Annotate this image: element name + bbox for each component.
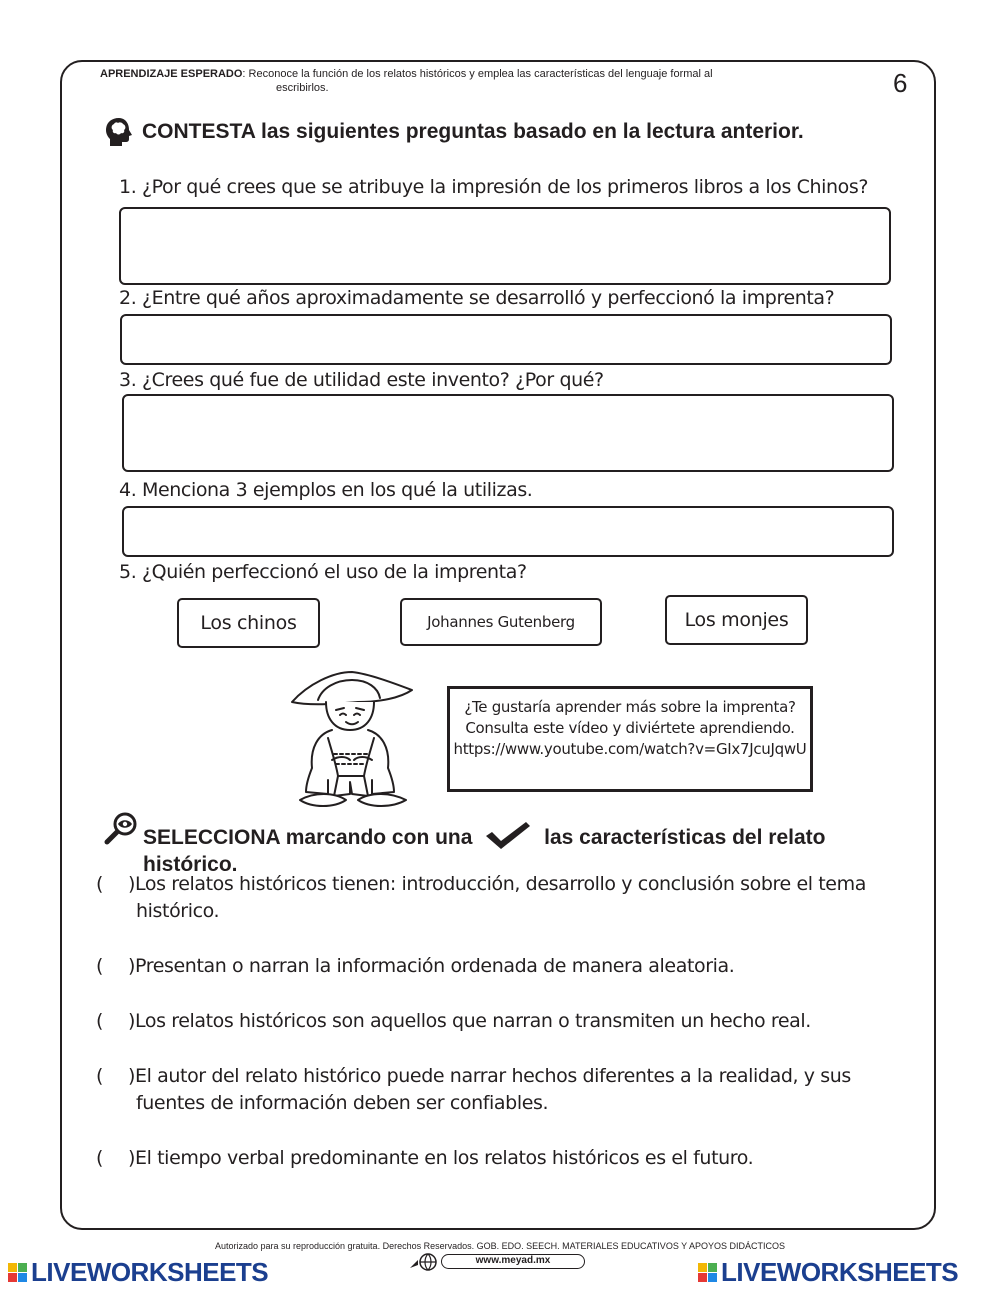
liveworksheets-mark-icon <box>8 1263 27 1282</box>
section-heading-contesta: CONTESTA las siguientes preguntas basado en la lectura anterior. <box>142 120 804 143</box>
globe-cursor-icon <box>408 1252 440 1272</box>
item-text: )Presentan o narran la información ordenada de manera aleatoria. <box>128 955 735 977</box>
answer-input-2[interactable] <box>120 314 892 365</box>
question-2: 2. ¿Entre qué años aproximadamente se desarrolló y perfeccionó la imprenta? <box>119 287 835 309</box>
option-johannes-gutenberg[interactable]: Johannes Gutenberg <box>400 598 602 646</box>
characteristic-item[interactable] <box>96 1145 753 1172</box>
liveworksheets-mark-icon <box>698 1263 717 1282</box>
footer-rights-note: Autorizado para su reproducción gratuita. Derechos Reservados. GOB. EDO. SEECH. MATERIALES EDUCATIVOS Y APOYOS DIDÁCTICOS <box>214 1241 786 1251</box>
learning-objective-text: : Reconoce la función de los relatos históricos y emplea las características del lenguaje formal al <box>242 68 713 80</box>
footer-url[interactable]: www.meyad.mx <box>441 1254 585 1269</box>
answer-input-3[interactable] <box>122 394 894 472</box>
characteristic-item[interactable] <box>96 1063 851 1117</box>
question-4: 4. Menciona 3 ejemplos en los qué la utilizas. <box>119 479 533 501</box>
liveworksheets-logo-right[interactable] <box>698 1257 958 1288</box>
item-text-cont: fuentes de información deben ser confiables. <box>136 1092 549 1114</box>
option-los-chinos[interactable]: Los chinos <box>177 598 320 648</box>
question-1: 1. ¿Por qué crees que se atribuye la impresión de los primeros libros a los Chinos? <box>119 176 869 198</box>
checkbox-parenthesis[interactable]: ( <box>96 955 104 977</box>
video-info-box <box>447 686 813 792</box>
selecciona-text-1: SELECCIONA marcando con una <box>143 826 473 849</box>
item-text: )Los relatos históricos son aquellos que narran o transmiten un hecho real. <box>128 1010 811 1032</box>
characteristic-item[interactable] <box>96 871 866 925</box>
section-heading-selecciona <box>143 820 883 878</box>
info-line-2: Consulta este vídeo y diviértete aprendiendo. <box>465 719 795 737</box>
checkbox-parenthesis[interactable]: ( <box>96 1147 104 1169</box>
page-number: 6 <box>893 68 908 98</box>
learning-objective <box>100 67 860 95</box>
item-text: )Los relatos históricos tienen: introducción, desarrollo y conclusión sobre el tema <box>128 873 866 895</box>
question-3: 3. ¿Crees qué fue de utilidad este invento? ¿Por qué? <box>119 369 604 391</box>
characteristic-item[interactable] <box>96 953 734 980</box>
liveworksheets-logo-left[interactable] <box>8 1257 268 1288</box>
checkbox-parenthesis[interactable]: ( <box>96 873 104 895</box>
learning-objective-text-2: escribirlos. <box>276 82 329 94</box>
info-line-1: ¿Te gustaría aprender más sobre la imprenta? <box>464 698 796 716</box>
learning-objective-label: APRENDIZAJE ESPERADO <box>100 68 243 80</box>
characteristic-item[interactable] <box>96 1008 811 1035</box>
liveworksheets-text: LIVEWORKSHEETS <box>721 1257 959 1287</box>
checkmark-icon <box>484 820 532 850</box>
checkbox-parenthesis[interactable]: ( <box>96 1010 104 1032</box>
thinking-head-icon <box>103 116 135 148</box>
answer-input-1[interactable] <box>119 207 891 285</box>
checkbox-parenthesis[interactable]: ( <box>96 1065 104 1087</box>
question-5: 5. ¿Quién perfeccionó el uso de la imprenta? <box>119 561 527 583</box>
option-los-monjes[interactable]: Los monjes <box>665 595 808 645</box>
item-text: )El autor del relato histórico puede narrar hechos diferentes a la realidad, y sus <box>128 1065 851 1087</box>
answer-input-4[interactable] <box>122 506 894 557</box>
magnifying-glass-eye-icon <box>104 811 138 845</box>
video-link[interactable]: https://www.youtube.com/watch?v=GIx7JcuJqwU <box>453 740 807 758</box>
liveworksheets-text: LIVEWORKSHEETS <box>31 1257 269 1287</box>
selecciona-text-3: histórico. <box>143 853 238 876</box>
item-text: )El tiempo verbal predominante en los relatos históricos es el futuro. <box>128 1147 754 1169</box>
selecciona-text-2: las características del relato <box>544 826 826 849</box>
chinese-boy-illustration <box>288 668 416 810</box>
item-text-cont: histórico. <box>136 900 220 922</box>
